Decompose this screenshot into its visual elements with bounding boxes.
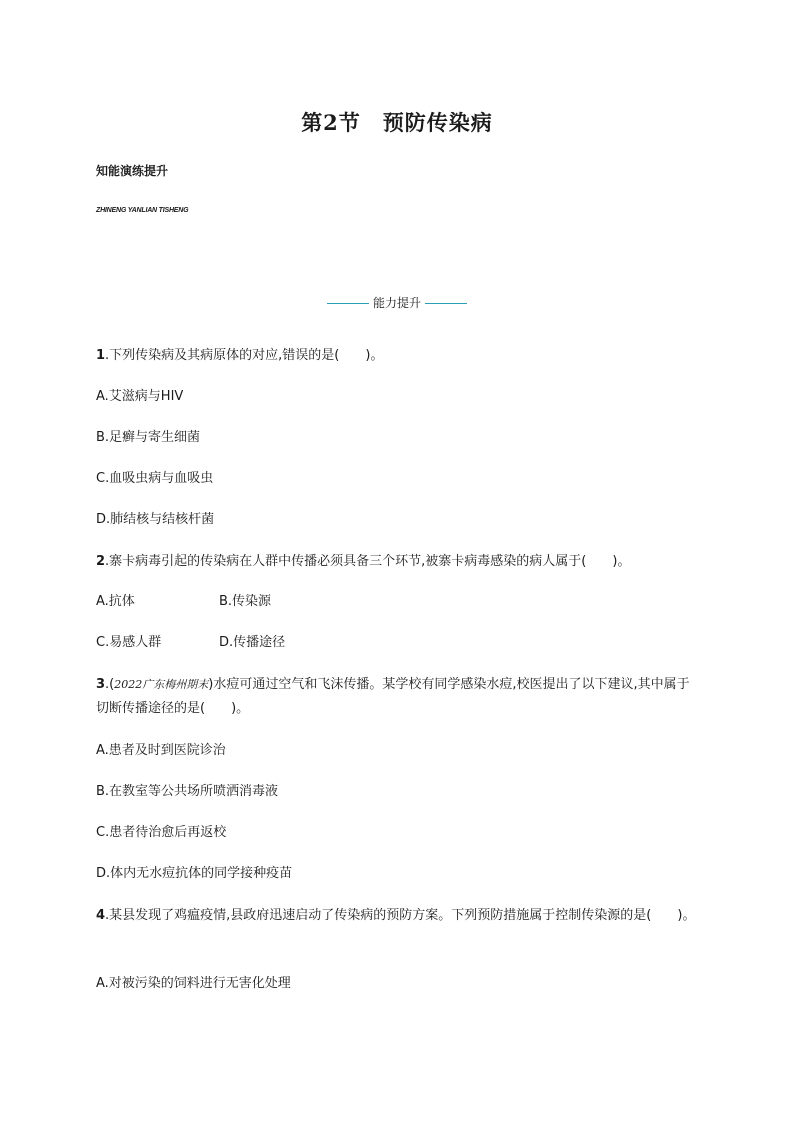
divider-rule-left [327,303,369,304]
question-text: )水痘可通过空气和飞沫传播。某学校有同学感染水痘,校医提出了以下建议,其中属于切断传播途径的是( )。 [96,677,690,716]
option-2a: A.抗体 [96,594,135,609]
option-2d: D.传播途径 [219,635,286,650]
question-3 [96,673,696,721]
question-4 [96,904,696,928]
option-1b: B.足癣与寄生细菌 [96,430,201,445]
option-1d: D.肺结核与结核杆菌 [96,512,215,527]
section-label: 知能演练提升 [96,164,169,178]
option-3c: C.患者待治愈后再返校 [96,825,227,840]
question-text: .寨卡病毒引起的传染病在人群中传播必须具备三个环节,被寨卡病毒感染的病人属于( )。 [105,554,631,569]
option-3b: B.在教室等公共场所喷洒消毒液 [96,784,279,799]
question-2 [96,550,696,574]
divider-label: 能力提升 [372,296,421,310]
option-3a: A.患者及时到医院诊治 [96,743,226,758]
option-1a: A.艾滋病与HIV [96,389,184,404]
question-number: 4 [96,908,106,923]
option-4a: A.对被污染的饲料进行无害化处理 [96,976,291,991]
question-1 [96,344,696,368]
question-text: .某县发现了鸡瘟疫情,县政府迅速启动了传染病的预防方案。下列预防措施属于控制传染源的是( )。 [105,908,696,923]
question-number: 2 [96,554,106,569]
section-divider [0,294,794,312]
question-text: .下列传染病及其病原体的对应,错误的是( )。 [105,348,384,363]
question-number: 3 [96,677,106,692]
option-1c: C.血吸虫病与血吸虫 [96,471,214,486]
option-3d: D.体内无水痘抗体的同学接种疫苗 [96,866,293,881]
question-source: 2022广东梅州期末 [114,678,209,691]
question-number: 1 [96,348,106,363]
option-2b: B.传染源 [219,594,272,609]
question-prefix: .( [105,677,115,692]
page-title: 第2节 预防传染病 [301,110,493,135]
divider-rule-right [425,303,467,304]
section-pinyin: ZHINENG YANLIAN TISHENG [96,207,189,214]
option-2c: C.易感人群 [96,635,162,650]
